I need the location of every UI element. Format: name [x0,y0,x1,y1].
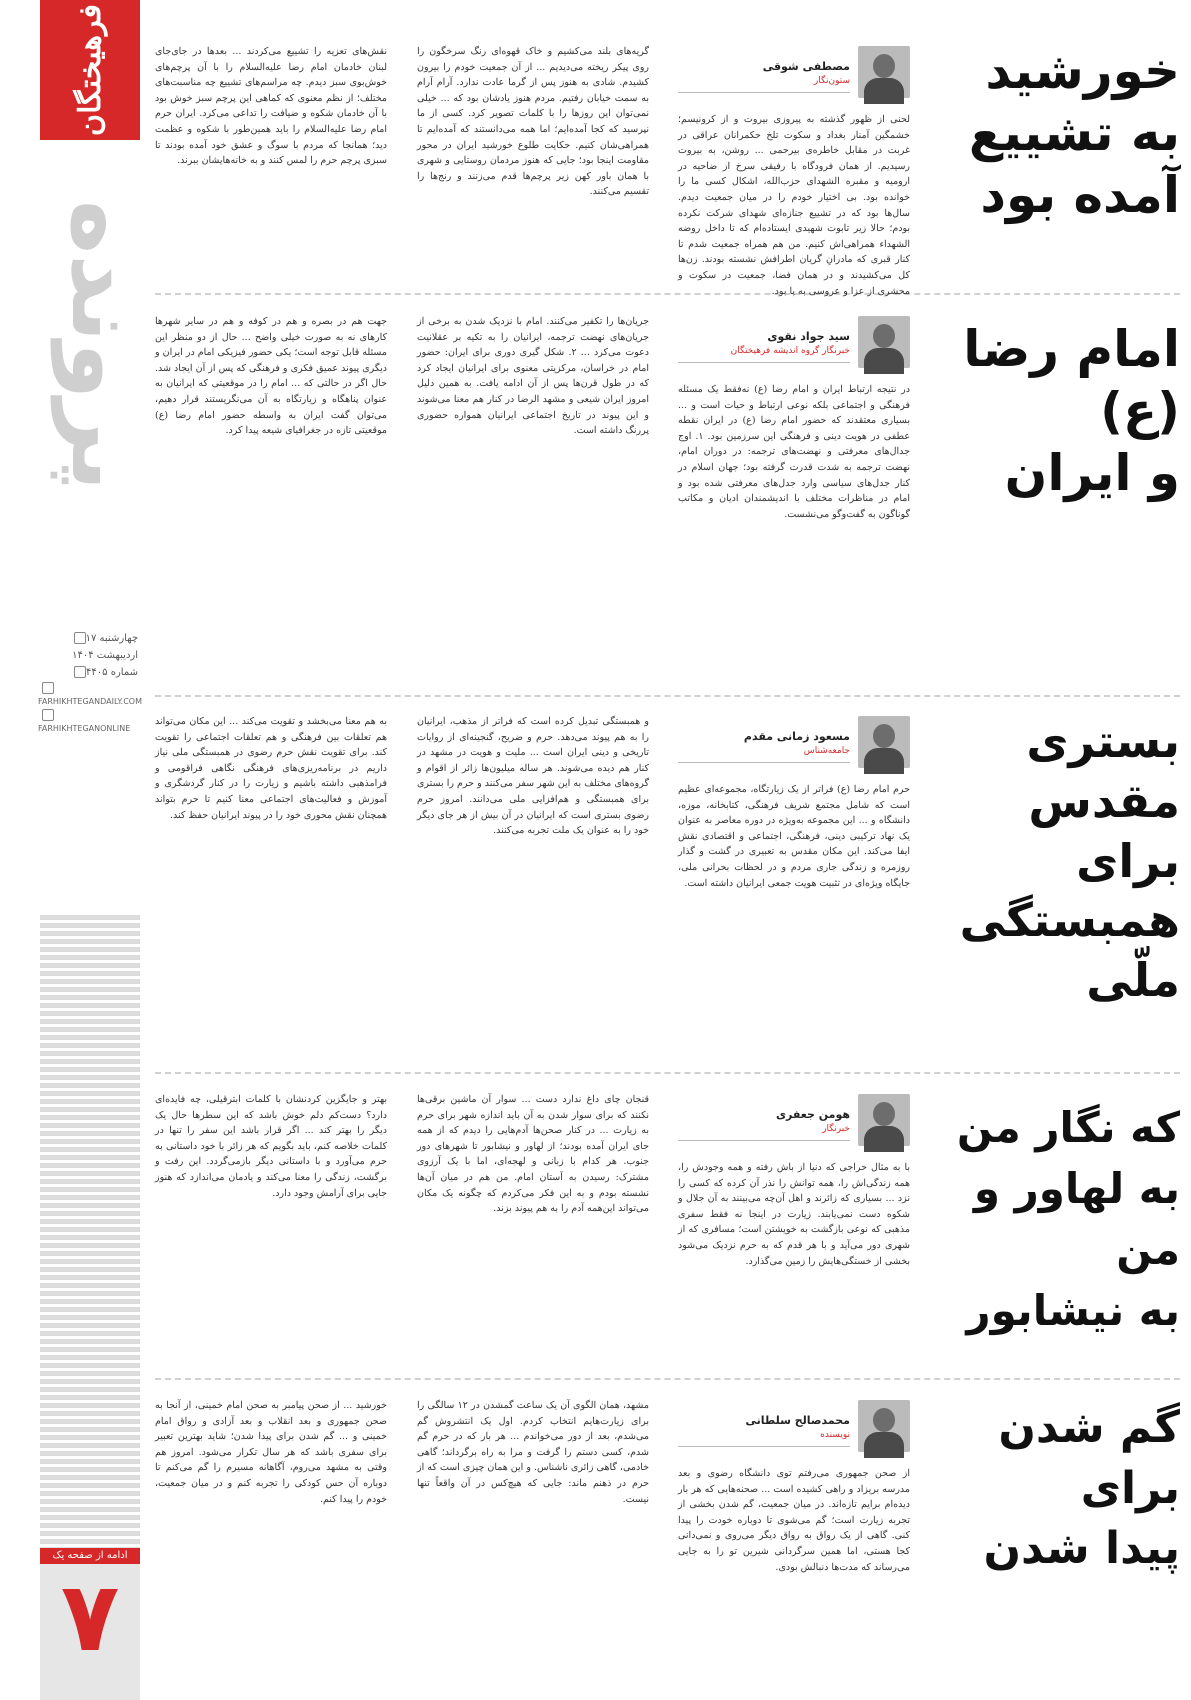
article-5 [155,1384,1180,1694]
article-column-2: جریان‌ها را تکفیر می‌کنند. امام با نزدیک شدن به برخی از جریان‌های نهضت ترجمه، ایرانیان را به تکیه بر عقلانیت دعوت می‌کرد ... ۲. شکل گیری دوری برای ایران: حضور امام در خراسان، مرکزیتی معنوی برای ایرانیان ایجاد کرد که در طول قرن‌ها پس از آن ادامه یافت. به همین دلیل امروز ایران شیعی و مشهد الرضا در کنار هم معنا می‌شوند و این پیوند در تاریخ اجتماعی ایرانیان همواره حضوری پررنگ داشته است. [417,316,650,437]
author-byline [678,716,910,772]
headline-line: به لهاور و من [973,1163,1180,1274]
article-column-2: گریه‌های بلند می‌کشیم و خاک قهوه‌ای رنگ سرخگون را روی پیکر ریخته می‌دیدیم ... از آن جمعیت خودم را بیرون کشیدم. شادی به هنوز پس از گرما عادت ندارد. آرام آرام به سمت خیابان رفتیم. مردم هنوز یادشان بود که ... خیلی نمی‌توان این روزها را با کلمات تصویر کرد. کسی از ما نپرسید که کجا آمده‌ایم؛ اما همه می‌دانستند که آمده‌ایم تا همراهی‌شان کنیم. حکایت طلوع خورشید ایران در محور مقاومت اینجا بود؛ جایی که هنوز مردمان روستایی و شهری با همان باور کهن زیر پرچم‌ها قدم می‌زنند و رنج‌ها را تقسیم می‌کنند. [417,46,649,198]
calendar-icon [74,632,86,644]
author-name: محمدصالح سلطانی [745,1414,850,1427]
section-title: پرونده [51,200,158,491]
article-column-1: از صحن جمهوری می‌رفتم توی دانشگاه رضوی و بعد مدرسه بریزاد و راهی کشیده است ... صحنه‌هایی که هر بار دیده‌ام برایم تازه‌اند. در میان جمعیت، گم شدن بخشی از تجربه زیارت است؛ گم می‌شوی تا دوباره خودت را پیدا کنی. گاهی از یک رواق به رواق دیگر می‌روی و نمی‌دانی کجا هستی، اما همین سرگردانی شیرین تو را به جایی می‌رساند که مدت‌ها دنبالش بودی. [678,1468,910,1573]
article-4 [155,1078,1180,1380]
website-link[interactable]: FARHIKHTEGANDAILY.COM [38,696,142,706]
article-column-3: نقش‌های تعزیه را تشییع می‌کردند ... بعدها در جای‌جای لبنان خادمان امام رضا علیه‌السلام را با آن پرچم‌های خوش‌بوی سبز دیدم. چه مراسم‌های تشییع چه مناسبت‌های مختلف؛ از نظم معنوی که کماهی این پرچم سبز خوش بود با آن خادمان شکوه و ضیافت را تداعی می‌کرد. ایران حرم امام رضا علیه‌السلام را باید همین‌طور با شکوه و عظمت دید؛ همانجا که مردم با سوگ و عشق خود آمده بودند تا سبزی پرچم حرم را لمس کنند و به خانه‌هایشان ببرند. [155,46,387,167]
headline-line: به نیشابور [966,1285,1180,1335]
headline-line: پیدا شدن [983,1523,1180,1575]
author-photo [858,716,910,768]
author-byline [678,316,910,372]
issue-meta [38,630,142,735]
article-column-1: لحنی از ظهور گذشته به پیروزی بیروت و از کرونیسم؛ خشمگین آمنار بغداد و سکوت تلخ حکمرانان عراقی در غربت در مقابل خاطره‌ی بیرحمی ... روشن، به بیروت رسیدیم. از همان فرودگاه با رفیقی سرخ از ضاحیه در ارومیه و مقبره الشهدای حزب‌الله، اشکال کسی ما را خوانده بود. بی اختیار خودم را در میان جمعیت دیدم. سال‌ها بود که در تشییع جنازه‌ای شهدای شرکت نکرده بودم؛ حالا زیر تابوت شهیدی ایستاده‌ام که تا داخل روضه الشهداء همراهی‌اش کنیم. من هم همراه جمعیت شدم تا کنار قبری که مادرانِ گریان اطرافش نشسته بودند. زن‌ها کل می‌کشیدند و در همان فضا، جمعیت در سکوت و محشری از عزا و عروسی به پا بود. [678,114,910,297]
logo-text: فرهیختگان [72,4,108,136]
article-column-2: مشهد، همان الگوی آن یک ساعت گمشدن در ۱۲ سالگی را برای زیارت‌هایم انتخاب کردم. اول یک انتشروش گم می‌شدم، بعد از دور می‌خواندم ... هر بار که در حرم گم شدم، کسی دستم را گرفت و مرا به راه برگرداند؛ گاهی خادمی، گاهی زائری ناشناس. و این همان چیزی است که از حرم در ذهنم ماند: جایی که هیچ‌کس در آن واقعاً تنها نیست. [417,1400,649,1505]
author-name: مصطفی شوقی [762,60,850,73]
article-headline [940,1098,1180,1342]
web-icon [42,682,54,694]
headline-line: گم شدن [998,1402,1180,1453]
author-photo [858,316,910,368]
author-byline [678,1400,910,1456]
author-name: مسعود زمانی مقدم [743,730,850,743]
headline-line: آمده بود [980,166,1180,224]
headline-line: به تشییع [968,104,1180,162]
social-handle[interactable]: FARHIKHTEGANONLINE [38,723,131,733]
article-headline [950,712,1180,1011]
headline-line: و ایران [1004,444,1180,502]
article-column-3: خورشید ... از صحن پیامبر به صحن امام خمینی، از آنجا به صحن جمهوری و بعد انقلاب و بعد آزادی و رواق امام خمینی و ... گم شدن برای پیدا شدن؛ شاید بهترین تعبیر برای سفری باشد که هر سال تکرار می‌شود. امروز هم وقتی به مشهد می‌روم، آگاهانه مسیرم را گم می‌کنم تا دوباره آن حس کودکی را تجربه کنم و در میان جمعیت، خودم را پیدا کنم. [155,1400,387,1505]
article-headline [950,40,1180,226]
author-byline [678,46,910,102]
author-byline [678,1094,910,1150]
article-headline [950,318,1180,504]
headline-line: برای [1080,1462,1180,1514]
headline-line: برای [1076,833,1180,888]
article-3 [155,700,1180,1074]
headline-line: امام رضا (ع) [963,320,1180,440]
author-role: نویسنده [820,1430,850,1440]
social-icon [42,709,54,721]
article-column-1: با به مثال حراجی که دنیا از باش رفته و همه وجودش را، همه زندگی‌اش را، همه توانش را نذر آن کرده که کسی را نزد ... بسیاری که زائرند و اهل آن‌چه می‌بینند به آن جلال و شکوه دست نمی‌یابند. زیارت در اینجا نه فقط سفری مذهبی که نوعی بازگشت به خویشتن است؛ مسافری که از شهری دور می‌آید و با هر قدم که به حرم نزدیک می‌شود بخشی از خستگی‌هایش را زمین می‌گذارد. [678,1162,910,1267]
author-photo [858,1400,910,1452]
author-role: خبرنگار [822,1124,850,1134]
author-role: ستون‌نگار [813,76,850,86]
headline-line: بستری [1026,714,1180,768]
article-column-3: به هم معنا می‌بخشد و تقویت می‌کند ... این مکان می‌تواند هم تعلقات بین فرهنگی و هم تعلقات اجتماعی را تقویت کند. برای تقویت نقش حرم رضوی در همبستگی ملی نیاز داریم در برنامه‌ریزی‌های فرهنگی نگاهی فراقومی و فرامذهبی داشته باشیم و زیارت را در کنار گردشگری و آموزش و فعالیت‌های اجتماعی معنا کنیم تا حرم بتواند همچنان نقش محوری خود را در پیوند ایرانیان حفظ کند. [155,716,387,821]
issue-icon [74,666,86,678]
headline-line: خورشید [985,42,1180,100]
article-column-1: در نتیجه ارتباط ایران و امام رضا (ع) نه‌فقط یک مسئله فرهنگی و اجتماعی بلکه نوعی ارتباط و حیات است و ... بسیاری معتقدند که حضور امام رضا (ع) در ایران نقطه عطفی در هویت دینی و فرهنگی این سرزمین بود. ۱. اوج جدال‌های معرفتی و نهضت‌های ترجمه: در دوران امام، نهضت ترجمه به شدت قدرت گرفته بود؛ جهان اسلام در کنار جدل‌های سیاسی وارد جدل‌های معرفتی شده بود و امام در مناظرات مختلف با اندیشمندان ادیان و مکاتب گوناگون به گفت‌وگو می‌نشست. [678,384,910,520]
author-role: جامعه‌شناس [803,746,850,756]
article-column-2: و همبستگی تبدیل کرده است که فراتر از مذهب، ایرانیان را به هم پیوند می‌دهد. حرم و ضریح، گنجینه‌ای از روایات تاریخی و دینی ایران است ... ملیت و هویت در مشهد در کنار هم دیده می‌شوند. هر ساله میلیون‌ها زائر از اقوام و گروه‌های مختلف به این شهر سفر می‌کنند و حرم را بستری برای همبستگی و هم‌افزایی ملی می‌دانند. امروز حرم رضوی بستری است که ایرانیان در آن بیش از هر جای دیگر خود را به عنوان یک ملت تجربه می‌کنند. [417,716,649,837]
newspaper-logo [40,0,140,140]
author-photo [858,1094,910,1146]
headline-line: که نگار من [956,1103,1180,1152]
article-column-2: قنجان چای داغ ندارد دست ... سوار آن ماشین برقی‌ها نکنند که برای سوار شدن به آن باید اندازه شهر برای حرم به زیارت ... در کنار صحن‌ها آدم‌هایی را دیدم که از همه جای ایران آمده بودند؛ از لهاور و نیشابور تا شهرهای دور جنوب. هر کدام با زبانی و لهجه‌ای، اما با یک آرزوی مشترک: رسیدن به آستان امام. من هم در میان آن‌ها نشسته بودم و به این فکر می‌کردم که چگونه یک مکان می‌تواند این‌همه آدم را به هم پیوند بزند. [417,1094,649,1215]
article-column-3: بهتر و جایگزین کردنشان با کلمات ابترقیلی، چه فایده‌ای دارد؟ دست‌کم دلم خوش باشد که این سطرها حال یک دیگر را بهتر کند ... اگر قرار باشد این سفر را تنها در کلمات خلاصه کنم، باید بگویم که هر زائر با خود داستانی به حرم می‌آورد و با داستانی دیگر بازمی‌گردد. این رفت و برگشت، زندگی را معنا می‌کند و یادمان می‌اندازد که هنوز جایی برای آرامش وجود دارد. [155,1094,387,1199]
headline-line: مقدس [1028,773,1180,828]
article-2 [155,300,1180,697]
headline-line: همبستگی [959,893,1180,948]
author-role: خبرنگار گروه اندیشه فرهیختگان [730,346,850,356]
author-name: هومن جعفری [775,1108,850,1121]
article-column-3: جهت هم در بصره و هم در کوفه و هم در سایر شهرها کارهای نه به صورت خیلی واضح ... حال از دو منظر این مسئله قابل توجه است؛ یکی حضور فیزیکی امام در ایران و دیگری پیوند عمیق فکری و فرهنگی که پس از آن ایجاد شد. حال اگر در حالتی که ... امام را در موقعیتی که ایرانیان به عنوان پناهگاه و زیارتگاه به آن می‌نگریستند قرار دهیم، می‌توان گفت ایران به واسطه حضور امام رضا (ع) موقعیتی تازه در جغرافیای شیعه پیدا کرد. [155,316,387,437]
issue-date: چهارشنبه ۱۷ اردیبهشت ۱۴۰۴ [72,633,138,661]
article-1 [155,30,1180,295]
headline-line: ملّی [1086,953,1180,1008]
author-name: سید جواد نقوی [767,330,850,343]
continued-label: ادامه از صفحه یک [40,1548,140,1564]
decorative-stripes [40,915,140,1550]
left-sidebar [0,0,158,1700]
article-column-1: حرم امام رضا (ع) فراتر از یک زیارتگاه، مجموعه‌ای عظیم است که شامل مجتمع شریف فرهنگی، کتابخانه، موزه، دانشگاه و ... این مجموعه به‌ویژه در دوره معاصر به عنوان یک نهاد ترکیبی دینی، فرهنگی، اجتماعی و اقتصادی نقش ایفا می‌کند. این مکان مقدس به تعبیری در گشت و گذار روزمره و زندگی جاری مردم و در لحظات بحرانی ملی، جایگاه ویژه‌ای در تثبیت هویت جمعی ایرانیان داشته است. [678,784,910,889]
page-number: ۷ [60,1561,120,1673]
article-headline [950,1398,1180,1580]
author-photo [858,46,910,98]
issue-number: شماره ۴۴۰۵ [86,667,138,678]
